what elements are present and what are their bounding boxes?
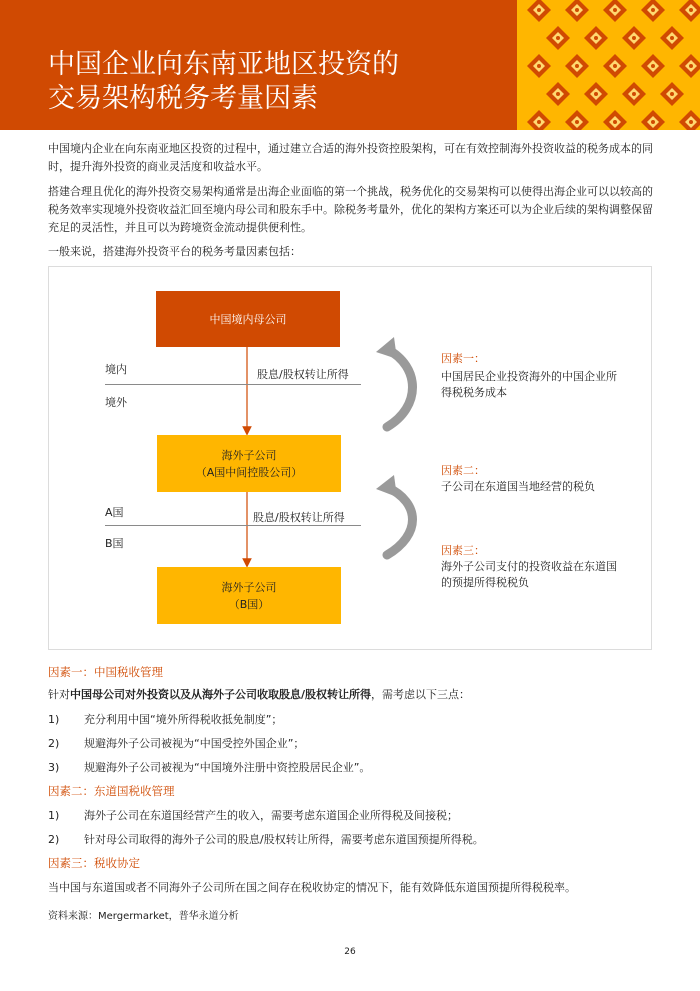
pattern-dot <box>689 120 693 124</box>
list-item: 3) 规避海外子公司被视为“中国境外注册中资控股居民企业”。 <box>48 761 371 774</box>
list-item: 1) 海外子公司在东道国经营产生的收入，需要考虑东道国企业所得税及间接税； <box>48 809 458 822</box>
section3-heading: 因素三：税收协定 <box>48 856 140 870</box>
list-item: 2) 规避海外子公司被视为“中国受控外国企业”； <box>48 737 305 750</box>
subsidiary-b-box: 海外子公司 （B国） <box>157 567 341 624</box>
section1-heading: 因素一：中国税收管理 <box>48 665 163 679</box>
intro-paragraph-2: 搭建合理且优化的海外投资交易架构通常是出海企业面临的第一个挑战，税务优化的交易架构可以使得出海企业可以以较高的税务效率实现境外投资收益汇回至境内母公司和股东手中。除税务考量外，优化的架构方案还可以为企业后续的架构调整保留充足的灵活性，并且可以为跨境资金流动提供便利性。 <box>48 185 653 234</box>
pattern-dot <box>613 8 617 12</box>
factor2-desc: 子公司在东道国当地经营的税负 <box>441 480 595 493</box>
factor1-title: 因素一： <box>441 352 485 365</box>
page-number: 26 <box>344 947 356 957</box>
label-country-a: A国 <box>105 506 124 519</box>
pattern-dot <box>632 36 636 40</box>
pattern-dot <box>689 64 693 68</box>
pattern-dot <box>594 36 598 40</box>
label-domestic: 境内 <box>105 363 127 376</box>
curved-arrow-2 <box>387 487 413 555</box>
pattern-dot <box>651 8 655 12</box>
pattern-dot <box>613 120 617 124</box>
pattern-dot <box>575 120 579 124</box>
factor2-title: 因素二： <box>441 464 485 477</box>
list-item: 2) 针对母公司取得的海外子公司的股息/股权转让所得，需要考虑东道国预提所得税。 <box>48 833 484 846</box>
structure-diagram <box>48 266 652 650</box>
label-country-b: B国 <box>105 537 124 550</box>
intro-paragraph-1: 中国境内企业在向东南亚地区投资的过程中，通过建立合适的海外投资控股架构，可在有效控制海外投资收益的税务成本的同时，提升海外投资的商业灵活度和收益水平。 <box>48 142 653 173</box>
diagram-arrows <box>49 267 651 649</box>
pattern-dot <box>651 64 655 68</box>
section3-text: 当中国与东道国或者不同海外子公司所在国之间存在税收协定的情况下，能有效降低东道国预提所得税税率。 <box>48 881 576 894</box>
pattern-dot <box>613 64 617 68</box>
list-item: 1) 充分利用中国“境外所得税收抵免制度”； <box>48 713 283 726</box>
page-title: 中国企业向东南亚地区投资的 交易架构税务考量因素 <box>48 49 399 114</box>
parent-company-box: 中国境内母公司 <box>156 291 340 347</box>
flow-label-1: 股息/股权转让所得 <box>257 368 349 381</box>
pattern-dot <box>575 8 579 12</box>
subsidiary-a-box: 海外子公司 （A国中间控股公司） <box>157 435 341 492</box>
intro-paragraph-3: 一般来说，搭建海外投资平台的税务考量因素包括： <box>48 245 301 258</box>
factor3-title: 因素三： <box>441 544 485 557</box>
border-line-domestic <box>105 384 361 385</box>
flow-label-2: 股息/股权转让所得 <box>253 511 345 524</box>
pattern-dot <box>594 92 598 96</box>
pattern-dot <box>556 36 560 40</box>
source-note: 资料来源：Mergermarket，普华永道分析 <box>48 911 239 922</box>
pattern-dot <box>537 120 541 124</box>
curved-arrow-1 <box>387 349 413 427</box>
pattern-dot <box>670 36 674 40</box>
pattern-dot <box>632 92 636 96</box>
pattern-dot <box>651 120 655 124</box>
pattern-dot <box>537 64 541 68</box>
factor1-desc: 中国居民企业投资海外的中国企业所得税税务成本 <box>441 370 617 399</box>
pattern-dot <box>689 8 693 12</box>
pattern-dot <box>556 92 560 96</box>
header-banner <box>0 0 700 130</box>
factor3-desc: 海外子公司支付的投资收益在东道国的预提所得税税负 <box>441 560 617 589</box>
pattern-dot <box>670 92 674 96</box>
decorative-pattern <box>517 0 700 130</box>
label-overseas: 境外 <box>105 396 127 409</box>
curved-arrow-2-head <box>376 475 397 497</box>
curved-arrow-1-head <box>376 337 397 359</box>
section1-lead: 针对中国母公司对外投资以及从海外子公司收取股息/股权转让所得，需考虑以下三点： <box>48 688 471 701</box>
pattern-dot <box>575 64 579 68</box>
border-line-country <box>105 525 361 526</box>
pattern-dot <box>537 8 541 12</box>
section2-heading: 因素二：东道国税收管理 <box>48 784 175 798</box>
